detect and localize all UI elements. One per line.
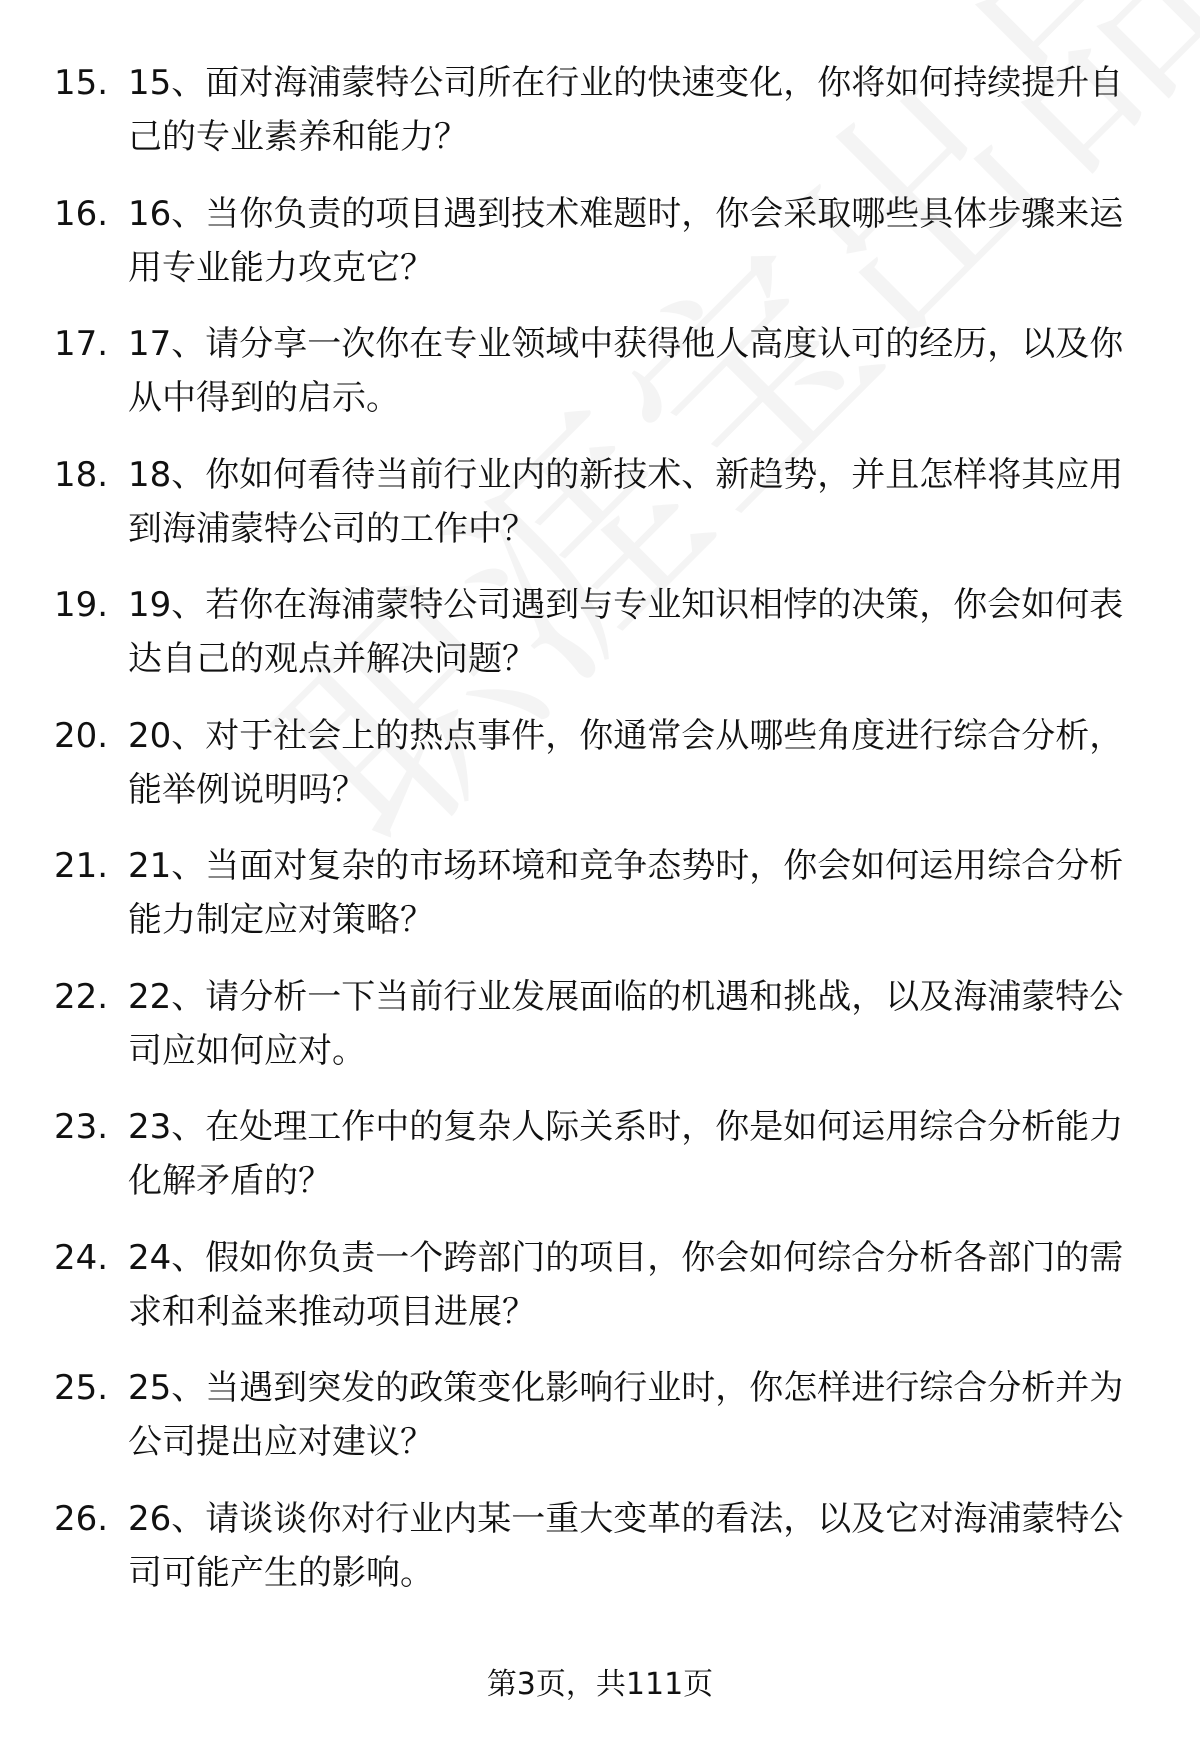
question-number: 24.	[54, 1237, 109, 1278]
list-item	[0, 448, 1200, 579]
list-item	[0, 709, 1200, 840]
question-list	[0, 56, 1200, 1622]
question-number: 16.	[54, 193, 109, 234]
question-text: 19、若你在海浦蒙特公司遇到与专业知识相悖的决策，你会如何表达自己的观点并解决问题？	[128, 585, 1124, 679]
question-text: 23、在处理工作中的复杂人际关系时，你是如何运用综合分析能力化解矛盾的？	[128, 1107, 1124, 1201]
question-text: 26、请谈谈你对行业内某一重大变革的看法，以及它对海浦蒙特公司可能产生的影响。	[128, 1498, 1124, 1593]
list-item	[0, 1231, 1200, 1362]
page-footer: 第3页，共111页	[486, 1667, 714, 1702]
list-item	[0, 839, 1200, 970]
question-text: 20、对于社会上的热点事件，你通常会从哪些角度进行综合分析，能举例说明吗？	[128, 715, 1124, 810]
question-text: 18、你如何看待当前行业内的新技术、新趋势，并且怎样将其应用到海浦蒙特公司的工作中？	[128, 454, 1124, 549]
list-item	[0, 1492, 1200, 1623]
question-text: 25、当遇到突发的政策变化影响行业时，你怎样进行综合分析并为公司提出应对建议？	[128, 1368, 1124, 1462]
question-text: 16、当你负责的项目遇到技术难题时，你会采取哪些具体步骤来运用专业能力攻克它？	[128, 193, 1124, 288]
question-number: 19.	[54, 585, 109, 625]
question-number: 21.	[54, 846, 109, 886]
question-text: 17、请分享一次你在专业领域中获得他人高度认可的经历，以及你从中得到的启示。	[128, 324, 1124, 418]
question-number: 26.	[54, 1498, 109, 1539]
question-text: 15、面对海浦蒙特公司所在行业的快速变化，你将如何持续提升自己的专业素养和能力？	[128, 63, 1124, 157]
question-text: 21、当面对复杂的市场环境和竞争态势时，你会如何运用综合分析能力制定应对策略？	[128, 846, 1124, 940]
question-number: 22.	[54, 976, 109, 1017]
list-item	[0, 1361, 1200, 1492]
list-item	[0, 1100, 1200, 1231]
question-number: 23.	[54, 1107, 109, 1147]
list-item	[0, 317, 1200, 448]
question-number: 15.	[54, 63, 109, 103]
question-number: 18.	[54, 454, 109, 495]
question-text: 24、假如你负责一个跨部门的项目，你会如何综合分析各部门的需求和利益来推动项目进展？	[128, 1237, 1124, 1332]
question-number: 17.	[54, 324, 109, 364]
list-item	[0, 970, 1200, 1101]
question-number: 25.	[54, 1368, 109, 1408]
list-item	[0, 187, 1200, 318]
question-text: 22、请分析一下当前行业发展面临的机遇和挑战，以及海浦蒙特公司应如何应对。	[128, 976, 1124, 1071]
question-number: 20.	[54, 715, 109, 756]
list-item	[0, 578, 1200, 709]
list-item	[0, 56, 1200, 187]
